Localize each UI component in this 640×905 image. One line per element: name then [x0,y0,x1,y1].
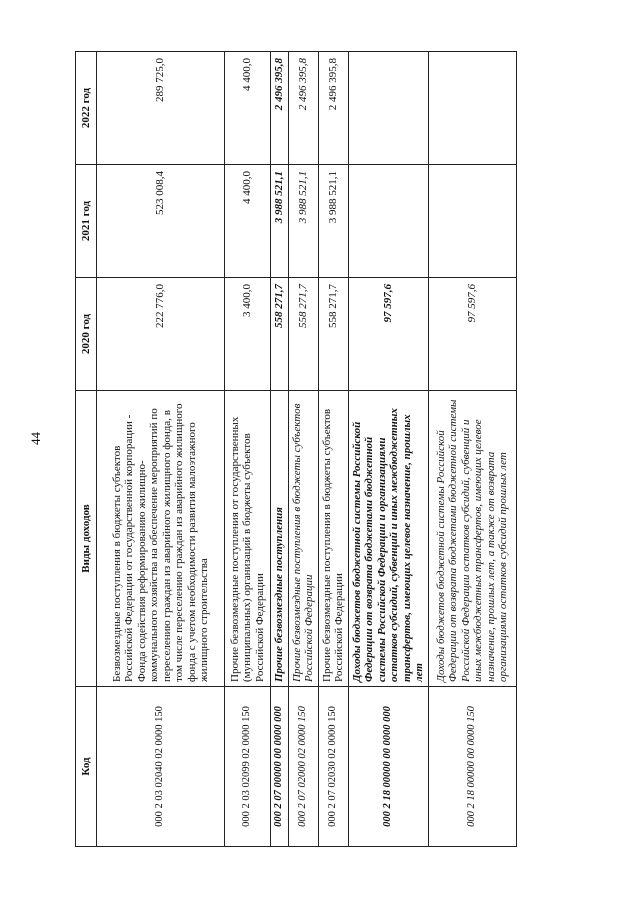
row-code: 000 2 18 00000 00 0000 000 [348,687,428,847]
table-row [428,52,516,847]
row-code: 000 2 07 02000 02 0000 150 [288,687,318,847]
row-value-2022: 2 496 395,8 [318,52,348,165]
row-value-2022: 289 725,0 [97,52,225,165]
row-name: Безвозмездные поступления в бюджеты субъектов Российской Федерации от государственной корпорации - Фонда содействия реформированию жилищно-коммунального хозяйства на обеспечение мероприятий по переселению граждан из аварийного жилищного фонда, в том числе переселению граждан из аварийного жилищного фонда с учетом необходимости развития малоэтажного жилищного строительства [97,391,225,687]
revenue-table [75,51,517,847]
row-value-2022 [348,52,428,165]
table-row [348,52,428,847]
row-value-2020: 3 400,0 [225,278,271,391]
row-code: 000 2 07 02030 02 0000 150 [318,687,348,847]
page-number: 44 [28,432,43,445]
rotated-page-content [75,52,510,847]
row-code: 000 2 18 00000 00 0000 150 [428,687,516,847]
row-value-2021 [428,165,516,278]
row-value-2022 [428,52,516,165]
row-name: Прочие безвозмездные поступления в бюджеты субъектов Российской Федерации [288,391,318,687]
header-2020: 2020 год [76,278,97,391]
header-2021: 2021 год [76,165,97,278]
row-name: Прочие безвозмездные поступления в бюджеты субъектов Российской Федерации [318,391,348,687]
row-value-2021 [348,165,428,278]
row-value-2020: 97 597,6 [428,278,516,391]
row-value-2022: 2 496 395,8 [288,52,318,165]
row-value-2022: 4 400,0 [225,52,271,165]
row-code: 000 2 07 00000 00 0000 000 [271,687,289,847]
row-value-2021: 3 988 521,1 [288,165,318,278]
row-value-2021: 523 008,4 [97,165,225,278]
row-value-2020: 558 271,7 [288,278,318,391]
row-name: Прочие безвозмездные поступления [271,391,289,687]
row-value-2020: 558 271,7 [318,278,348,391]
row-code: 000 2 03 02099 02 0000 150 [225,687,271,847]
row-name: Доходы бюджетов бюджетной системы Российской Федерации от возврата бюджетами бюджетной системы Российской Федерации остатков субсидий, субвенций и иных межбюджетных трансфертов, имеющих целевое назначение, прошлых лет, а также от возврата организациями остатков субсидий прошлых лет [428,391,516,687]
table-row [97,52,225,847]
row-value-2020: 222 776,0 [97,278,225,391]
row-value-2021: 3 988 521,1 [318,165,348,278]
header-code: Код [76,687,97,847]
row-value-2021: 3 988 521,1 [271,165,289,278]
row-value-2022: 2 496 395,8 [271,52,289,165]
table-row [288,52,318,847]
header-row [76,52,97,847]
row-name: Прочие безвозмездные поступления от государственных (муниципальных) организаций в бюджеты субъектов Российской Федерации [225,391,271,687]
table-row [271,52,289,847]
header-name: Виды доходов [76,391,97,687]
header-2022: 2022 год [76,52,97,165]
table-row [318,52,348,847]
row-value-2020: 558 271,7 [271,278,289,391]
table-row [225,52,271,847]
row-code: 000 2 03 02040 02 0000 150 [97,687,225,847]
row-value-2021: 4 400,0 [225,165,271,278]
row-name: Доходы бюджетов бюджетной системы Российской Федерации от возврата бюджетами бюджетной системы Российской Федерации и организациями остатков субсидий, субвенций и иных межбюджетных трансфертов, имеющих целевое назначение, прошлых лет [348,391,428,687]
row-value-2020: 97 597,6 [348,278,428,391]
